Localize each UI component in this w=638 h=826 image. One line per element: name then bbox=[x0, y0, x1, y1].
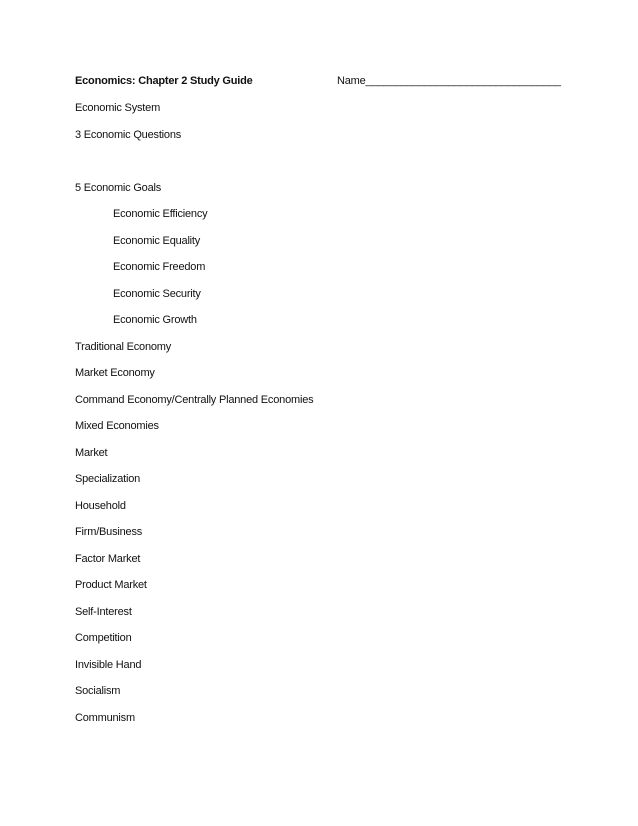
document-title: Economics: Chapter 2 Study Guide bbox=[75, 75, 253, 87]
term-item: Competition bbox=[75, 632, 132, 644]
goal-item: Economic Security bbox=[113, 288, 201, 300]
goal-item: Economic Growth bbox=[113, 314, 197, 326]
term-economic-system: Economic System bbox=[75, 102, 161, 114]
term-item: Factor Market bbox=[75, 553, 141, 565]
goal-item: Economic Freedom bbox=[113, 261, 206, 273]
term-item: Market Economy bbox=[75, 367, 155, 379]
term-item: Self-Interest bbox=[75, 606, 132, 618]
term-item: Specialization bbox=[75, 473, 141, 485]
term-economic-questions: 3 Economic Questions bbox=[75, 129, 182, 141]
term-item: Firm/Business bbox=[75, 526, 143, 538]
term-item: Market bbox=[75, 447, 108, 459]
term-item: Mixed Economies bbox=[75, 420, 159, 432]
term-economic-goals: 5 Economic Goals bbox=[75, 182, 162, 194]
term-item: Communism bbox=[75, 712, 135, 724]
goal-item: Economic Efficiency bbox=[113, 208, 208, 220]
term-item: Invisible Hand bbox=[75, 659, 142, 671]
term-item: Household bbox=[75, 500, 126, 512]
term-item: Command Economy/Centrally Planned Economies bbox=[75, 394, 314, 406]
name-field: Name_________________________________ bbox=[337, 75, 561, 87]
goal-item: Economic Equality bbox=[113, 235, 201, 247]
term-item: Product Market bbox=[75, 579, 147, 591]
term-item: Socialism bbox=[75, 685, 121, 697]
term-item: Traditional Economy bbox=[75, 341, 172, 353]
